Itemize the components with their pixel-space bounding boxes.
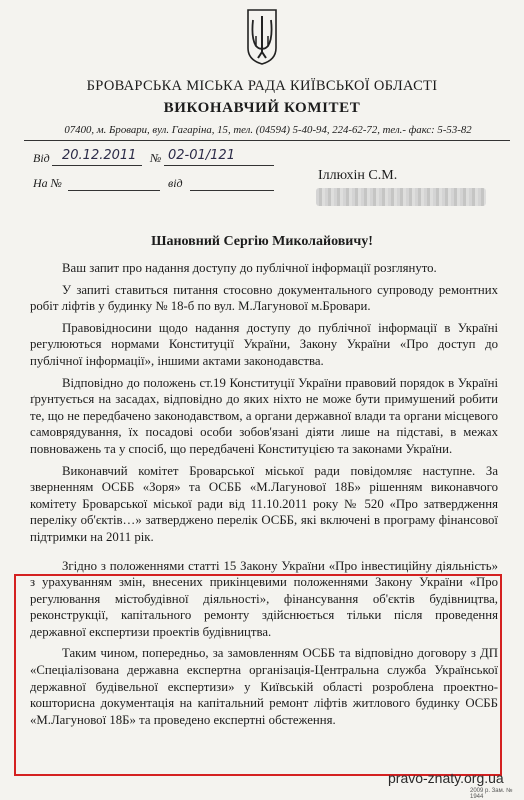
- highlight-box: [14, 574, 502, 776]
- from-label: Від: [33, 151, 50, 165]
- paragraph: Таким чином, попередньо, за замовленням ОСББ та відповідно договору з ДП «Спеціалізована державна експертна організація-Центральна служба Української державної будівельної експертизи» у Київській області розроблена проектно-кошторисна документація на капітальний ремонт ліфтів житлового будинку ОСББ «М.Лагунової 18Б» та проведено експертні обстеження.: [30, 646, 498, 727]
- council-name: БРОВАРСЬКА МІСЬКА РАДА КИЇВСЬКОЇ ОБЛАСТІ: [86, 78, 438, 94]
- paragraph: Правовідносини щодо надання доступу до публічної інформації в Україні регулюються нормами Конституції України, Закону України «Про доступ до публічної інформації», іншими актами законодавства.: [30, 320, 498, 368]
- salutation: Шановний Сергію Миколайовичу!: [151, 234, 373, 249]
- address-line: 07400, м. Бровари, вул. Гагаріна, 15, тел. (04594) 5-40-94, 224-62-72, тел.- факс: 5-53-82: [64, 124, 472, 136]
- paragraph: Відповідно до положень ст.19 Конституції України правовий порядок в Україні ґрунтується на засадах, відповідно до яких ніхто не може бути примушений робити те, що не передбачено законодавством, а органи державної влади та органи місцевого самоврядування, їх посадові особи зобов'язані діяти лише на підставі, в межах повноважень та у спосіб, що передбачені Конституцією та законами України.: [30, 375, 498, 456]
- header-divider: [24, 140, 510, 141]
- print-footer: 2009 р. Зам. № 1944: [470, 788, 513, 800]
- committee-name: ВИКОНАВЧИЙ КОМІТЕТ: [163, 100, 361, 116]
- from2-underline: [190, 190, 274, 191]
- paragraph: Ваш запит про надання доступу до публічної інформації розглянуто.: [62, 261, 437, 275]
- to-number-underline: [68, 190, 160, 191]
- recipient-name: Іллюхін С.М.: [318, 168, 398, 183]
- paragraph: У запиті ставиться питання стосовно документального супроводу ремонтних робіт ліфтів у будинку № 18-б по вул. М.Лагунової м.Бровари.: [30, 282, 498, 314]
- date-value: 20.12.2011: [62, 148, 137, 163]
- from2-label: від: [168, 176, 183, 190]
- trident-coat-of-arms-icon: [246, 8, 278, 66]
- number-label: №: [150, 151, 162, 165]
- date-underline: [52, 165, 142, 166]
- to-number-label: На №: [33, 176, 62, 190]
- redacted-address: [316, 188, 486, 206]
- paragraph: Виконавчий комітет Броварської міської ради повідомляє наступне. За зверненням ОСББ «Зоря» та ОСББ «М.Лагунової 18Б» рішенням виконавчого комітету Броварської міської ради від 11.10.2011 року № 520 «Про затвердження переліку об'єктів…» затверджено перелік ОСББ, які включені в програму фінансової підтримки на 2011 рік.: [30, 463, 498, 544]
- watermark-text: pravo-znaty.org.ua: [388, 770, 504, 786]
- number-value: 02-01/121: [168, 148, 235, 163]
- paragraph: Згідно з положеннями статті 15 Закону України «Про інвестиційну діяльність» з урахуванням змін, внесених прикінцевими положеннями Закону України «Про регулювання містобудівної діяльності», фінансування об'єктів будівництва, реконструкції, капітального ремонту здійснюється тільки після проведення державної експертизи проектів будівництва.: [30, 558, 498, 639]
- number-underline: [164, 165, 274, 166]
